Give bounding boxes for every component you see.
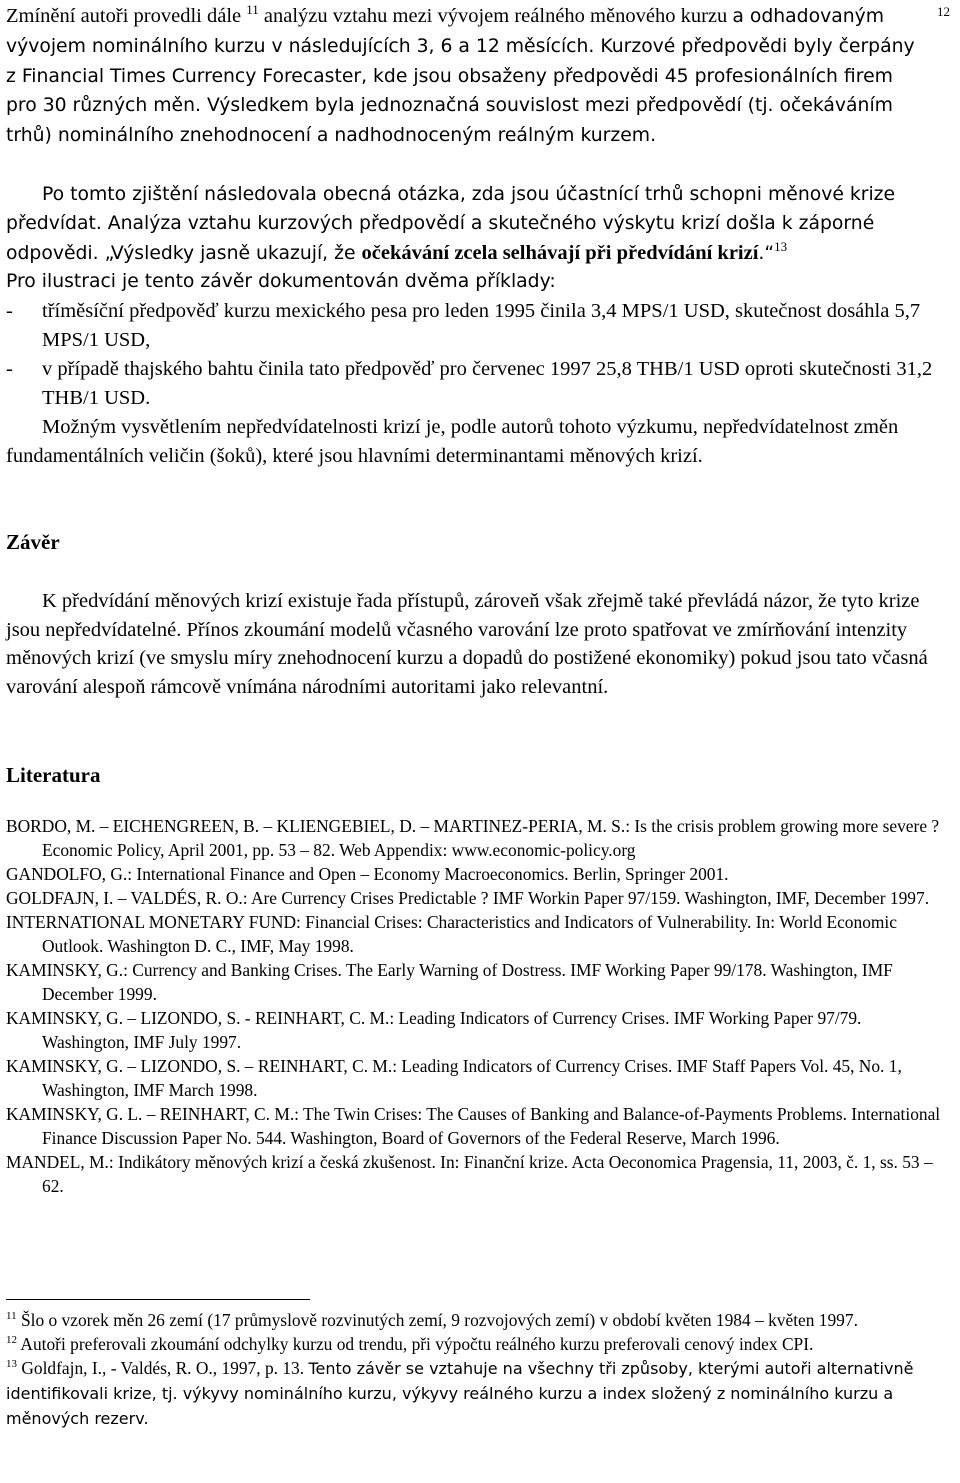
paragraph-2 (6, 181, 950, 268)
reference-item: MANDEL, M.: Indikátory měnových krizí a česká zkušenost. In: Finanční krize. Acta Oeconomica Pragensia, 11, 2003, č. 1, ss. 53 – 62. (6, 1152, 933, 1196)
footnote-ref-11[interactable]: 11 (246, 2, 259, 17)
footnote-number: 11 (6, 1310, 17, 1322)
bullet-item-1 (6, 297, 950, 355)
footnote-number: 12 (6, 1334, 17, 1346)
paragraph-4-text: Možným vysvětlením nepředvídatelnosti krizí je, podle autorů tohoto výzkumu, nepředvídatelnost změn fundamentálních veličin (šoků), které jsou hlavními determinantami měnových krizí. (6, 416, 899, 467)
conclusion-text: K předvídání měnových krizí existuje řada přístupů, zároveň však zřejmě také převládá názor, že tyto krize jsou nepředvídatelné. Přínos zkoumání modelů včasného varování lze proto spatřovat ve zmírňování intenzity měnových krizí (ve smyslu míry znehodnocení kurzu a dopadů do postižené ekonomiky) pokud jsou tato včasná varování alespoň rámcově vnímána národními autoritami jako relevantní. (6, 590, 928, 698)
footnote-12 (6, 1332, 950, 1356)
footnote-number: 13 (6, 1358, 17, 1370)
footnote-13 (6, 1356, 950, 1431)
bullet-item-text: tříměsíční předpověď kurzu mexického pesa pro leden 1995 činila 3,4 MPS/1 USD, skutečnost dosáhla 5,7 MPS/1 USD, (42, 300, 921, 351)
paragraph-1-start: Zmínění autoři provedli dále (6, 5, 247, 27)
paragraph-3: Pro ilustraci je tento závěr dokumentován dvěma příklady: (6, 271, 556, 292)
reference-item: KAMINSKY, G.: Currency and Banking Crises. The Early Warning of Dostress. IMF Working Paper 99/178. Washington, IMF December 1999. (6, 960, 893, 1004)
conclusion-heading: Závěr (6, 530, 60, 554)
reference-item: GOLDFAJN, I. – VALDÉS, R. O.: Are Currency Crises Predictable ? IMF Workin Paper 97/159. Washington, IMF, December 1997. (6, 888, 930, 908)
paragraph-1-middle: analýzu vztahu mezi vývojem reálného měnového kurzu (258, 5, 733, 27)
reference-item: KAMINSKY, G. – LIZONDO, S. - REINHART, C. M.: Leading Indicators of Currency Crises. IMF Working Paper 97/79. Washington, IMF July 1997. (6, 1008, 862, 1052)
footnote-ref-13[interactable]: 13 (774, 238, 788, 254)
bullet-item-2 (6, 355, 950, 413)
footnote-separator (6, 1299, 310, 1300)
paragraph-4 (6, 413, 950, 471)
bullet-dash: - (6, 300, 13, 322)
reference-item: BORDO, M. – EICHENGREEN, B. – KLIENGEBIEL, D. – MARTINEZ-PERIA, M. S.: Is the crisis problem growing more severe ? Economic Policy, April 2001, pp. 53 – 82. Web Appendix: www.economic-policy.org (6, 816, 940, 860)
paragraph-2-emphasis: očekávání zcela selhávají při předvídání krizí (361, 241, 759, 264)
reference-item: KAMINSKY, G. L. – REINHART, C. M.: The Twin Crises: The Causes of Banking and Balance-of-Payments Problems. International Finance Discussion Paper No. 544. Washington, Board of Governors of the Federal Reserve, March 1996. (6, 1104, 941, 1148)
literature-heading: Literatura (6, 763, 101, 787)
footnote-text: Goldfajn, I., - Valdés, R. O., 1997, p. 13. (17, 1358, 309, 1378)
reference-list (6, 814, 950, 1198)
footnote-text: Šlo o vzorek měn 26 zemí (17 průmyslově rozvinutých zemí, 9 rozvojových zemí) v období květen 1984 – květen 1997. (16, 1310, 858, 1330)
paragraph-1-rest: a odhadovaným vývojem nominálního kurzu v následujících 3, 6 a 12 měsících. Kurzové předpovědi byly čerpány z Financial Times Currency Forecaster, kde jsou obsaženy předpovědi 45 profesionálních firem pro 30 různých měn. Výsledkem byla jednoznačná souvislost mezi předpovědí (tj. očekáváním trhů) nominálního znehodnocení a nadhodnoceným reálným kurzem. (6, 6, 915, 147)
paragraph-2-quote-end: .“ (758, 242, 775, 264)
bullet-dash: - (6, 358, 13, 380)
paragraph-1 (6, 2, 922, 151)
reference-item: KAMINSKY, G. – LIZONDO, S. – REINHART, C. M.: Leading Indicators of Currency Crises. IMF Staff Papers Vol. 45, No. 1, Washington, IMF March 1998. (6, 1056, 902, 1100)
bullet-item-text: v případě thajského bahtu činila tato předpověď pro červenec 1997 25,8 THB/1 USD oproti skutečnosti 31,2 THB/1 USD. (42, 358, 933, 409)
conclusion-paragraph (6, 587, 950, 701)
footnote-text-continued: Tento závěr se vztahuje na všechny tři způsoby, kterými autoři alternativně identifikovali krize, tj. výkyvy nominálního kurzu, výkyvy reálného kurzu a index složený z nominálního kurzu a měnových rezerv. (6, 1359, 914, 1428)
footnote-text: Autoři preferovali zkoumání odchylky kurzu od trendu, při výpočtu reálného kurzu preferovali cenový index CPI. (17, 1334, 814, 1354)
document-page: Zmínění autoři provedli dále $^{11}$ analýzu vztahu mezi vývojem reálného měnového kurzu a odhadovaným vývojem nominálního kurzu v následujících 3, 6 a 12 měsících. Kurzové předpovědi byly čerpány z Financial Times Currency Forecaster, kde jsou obsaženy předpovědi 45 profesionálních firem pro 30 různých měn. Výsledkem byla jednoznačná souvislost mezi předpovědí (tj. očekáváním trhů) nominálního znehodnocení a nadhodnoceným reálným kurzem. 12 Po tomto zjištění následovala obecná otázka, zda jsou účastnící trhů schopni měnové krize předvídat. Analýza vztahu kurzových předpovědí a skutečného výskytu krizí došla k záporné odpovědi. „Výsledky jasně ukazují, že očekávání zcela selhávají při předvídání krizí.“$^{13}$ Pro ilustraci je tento závěr dokumentován dvěma příklady: - tříměsíční předpověď kurzu mexického pesa pro leden 1995 činila 3,4 MPS/1 USD, skutečnost dosáhla 5,7 MPS/1 USD, - v případě thajského bahtu činila tato předpověď pro červenec 1997 25,8 THB/1 USD oproti skutečnosti 31,2 THB/1 USD. Možným vysvětlením nepředvídatelnosti krizí je, podle autorů tohoto výzkumu, nepředvídatelnost změn fundamentálních veličin (šoků), které jsou hlavními determinantami měnových krizí. Závěr K předvídání měnových krizí existuje řada přístupů, zároveň však zřejmě také převládá názor, že tyto krize jsou nepředvídatelné. Přínos zkoumání modelů včasného varování lze proto spatřovat ve zmírňování intenzity měnových krizí (ve smyslu míry znehodnocení kurzu a dopadů do postižené ekonomiky) pokud jsou tato včasná varování alespoň rámcově vnímána národními autoritami jako relevantní. Literatura BORDO, M. – EICHENGREEN, B. – KLIENGEBIEL, D. – MARTINEZ-PERIA, M. S.: Is the crisis problem growing more severe ? Economic Policy, April 2001, pp. 53 – 82. Web Appendix: www.economic-policy.org GANDOLFO, G.: International Finance and Open – Economy Macroeconomics. Berlin, Springer 2001. GOLDFAJN, I. – VALDÉS, R. O.: Are Currency Crises Predictable ? IMF Workin Paper 97/159. Washington, IMF, December 1997. INTERNATIONAL MONETARY FUND: Financial Crises: Characteristics and Indicators of Vulnerability. In: World Economic Outlook. Washington D. C., IMF, May 1998. KAMINSKY, G.: Currency and Banking Crises. The Early Warning of Dostress. IMF Working Paper 99/178. Washington, IMF December 1999. KAMINSKY, G. – LIZONDO, S. - REINHART, C. M.: Leading Indicators of Currency Crises. IMF Working Paper 97/79. Washington, IMF July 1997. KAMINSKY, G. – LIZONDO, S. – REINHART, C. M.: Leading Indicators of Currency Crises. IMF Staff Papers Vol. 45, No. 1, Washington, IMF March 1998. KAMINSKY, G. L. – REINHART, C. M.: The Twin Crises: The Causes of Banking and Balance-of-Payments Problems. International Finance Discussion Paper No. 544. Washington, Board of Governors of the Federal Reserve, March 1996. MANDEL, M.: Indikátory měnových krizí a česká zkušenost. In: Finanční krize. Acta Oeconomica Pragensia, 11, 2003, č. 1, ss. 53 – 62. $^{11}$ Šlo o vzorek měn 26 zemí (17 průmyslově rozvinutých zemí, 9 rozvojových zemí) v období květen 1984 – květen 1997. $^{12}$ Autoři preferovali zkoumání odchylky kurzu od trendu, při výpočtu reálného kurzu preferovali cenový index CPI. $^{13}$ Goldfajn, I., - Valdés, R. O., 1997, p. 13. Tento závěr se vztahuje na všechny tři způsoby, kterými autoři alternativně identifikovali krize, tj. výkyvy nominálního kurzu, výkyvy reálného kurzu a index složený z nominálního kurzu a měnových rezerv. (0, 0, 960, 1483)
paragraph-2-start: Po tomto zjištění následovala obecná otázka, zda jsou účastnící trhů schopni měnové krize předvídat. Analýza vztahu kurzových předpovědí a skutečného výskytu krizí došla k záporné odpovědi. „Výsledky jasně ukazují, že (6, 184, 896, 264)
reference-item: INTERNATIONAL MONETARY FUND: Financial Crises: Characteristics and Indicators of Vulnerability. In: World Economic Outlook. Washington D. C., IMF, May 1998. (6, 912, 897, 956)
reference-item: GANDOLFO, G.: International Finance and Open – Economy Macroeconomics. Berlin, Springer 2001. (6, 864, 729, 884)
footnote-11 (6, 1308, 950, 1332)
footnotes (6, 1308, 950, 1431)
